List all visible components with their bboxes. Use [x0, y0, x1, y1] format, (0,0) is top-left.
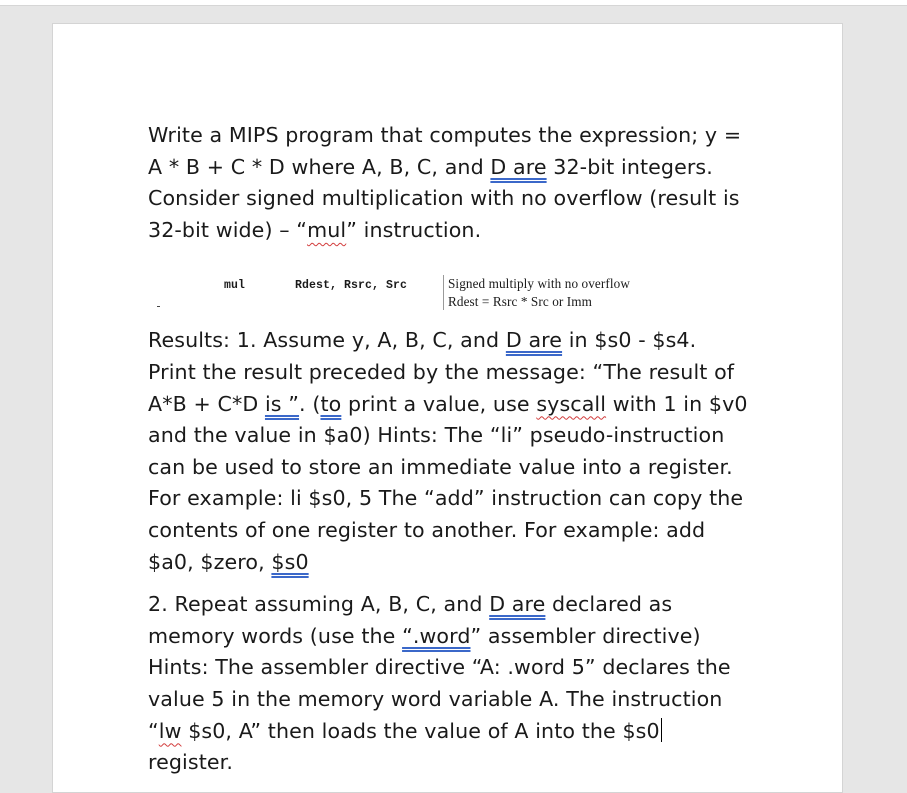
- grammar-flag[interactable]: D are: [505, 328, 563, 353]
- instruction-table: [148, 246, 748, 325]
- results-paragraph: Results: 1. Assume y, A, B, C, and D are in $s0 - $s4. Print the result preceded by the message: “The result of A*B + C*D is ”. (to print a value, use syscall with 1 in $v0 and the value in $a0) Hints: The “li” pseudo-instruction can be used to store an immediate value into a register. For example: li $s0, 5 The “add” instruction can copy the contents of one register to another. For example: add $a0, $zero, $s0: [148, 328, 748, 574]
- instruction-description-line: Rdest = Rsrc * Src or Imm: [448, 293, 592, 309]
- spelling-flag[interactable]: syscall: [536, 391, 607, 416]
- document-page[interactable]: [52, 23, 843, 793]
- grammar-flag[interactable]: “.word: [402, 623, 471, 648]
- grammar-flag[interactable]: D are: [490, 154, 547, 179]
- instruction-description-line: Signed multiply with no overflow: [448, 276, 630, 292]
- document-body[interactable]: [148, 120, 748, 779]
- spelling-flag[interactable]: mul: [307, 217, 347, 242]
- table-edge-mark: [157, 306, 160, 307]
- repeat-paragraph: 2. Repeat assuming A, B, C, and D are declared as memory words (use the “.word” assembler directive) Hints: The assembler directive “A: .word 5” declares the value 5 in the memory word variable A. The instruction “lw $s0, A” then loads the value of A into the $s0register.: [148, 592, 731, 775]
- grammar-flag[interactable]: is ”: [264, 391, 300, 416]
- grammar-flag[interactable]: D are: [489, 592, 546, 617]
- ribbon-edge: [0, 0, 907, 6]
- instruction-opcode: mul: [224, 279, 246, 293]
- spelling-flag[interactable]: lw: [158, 718, 182, 743]
- text-cursor: [661, 718, 662, 742]
- instruction-operands: Rdest, Rsrc, Src: [295, 279, 408, 293]
- grammar-flag[interactable]: $s0: [271, 549, 309, 574]
- grammar-flag[interactable]: to: [320, 391, 342, 416]
- intro-paragraph: Write a MIPS program that computes the expression; y = A * B + C * D where A, B, C, and D are 32-bit integers. Consider signed multiplication with no overflow (result is 32-bit wide) – “mul” instruction.: [148, 123, 742, 242]
- instruction-description: [443, 275, 748, 310]
